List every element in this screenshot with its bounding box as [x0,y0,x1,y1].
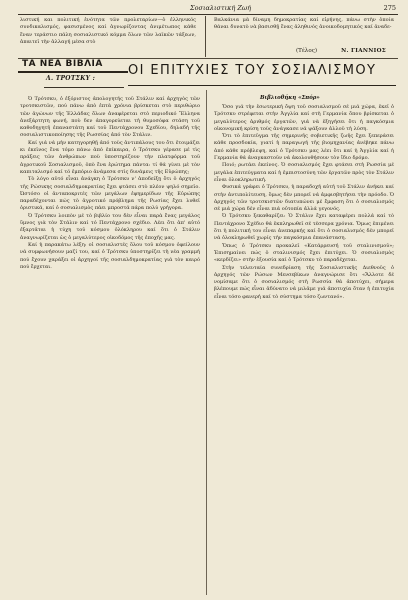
article-title-rule [128,85,396,86]
signoff-author: Ν. ΓΙΑΝΝΙΟΣ [341,48,386,54]
author-rule [44,87,124,88]
right-paragraph: Φυσικά γράφει ὁ Τρότσκυ, ἡ παραδοχή αὐτή τοῦ Στάλιν ἀνήκει καί στὴν ἀντιπολίτευση, ὅμως δὲν μπορεῖ νά ἀμφισβητήσει τὴν πρόοδο. Ὁ ἀρχηγός τῶν τροτσκιστῶν διατυπώνει μέ ἔμφαση ὅτι ὁ σοσιαλισμός σέ μιά χώρα δέν εἶναι πιά οὐτοπία ἀλλά γεγονός. [214,184,394,213]
top-column-divider [205,16,206,57]
left-paragraph: Καί γιά νά μὴν κατηγορηθῇ ἀπό τοὺς ἀντιπάλους του ὅτι ἑτοιμάζει κι ἐκεῖνος ἕνα τόμο πάνω ἀπό ἐπίκαιρα, ὁ Τρότσκυ γέρασε μέ τὶς πράξεις τῶν ἀνθρώπων ποὺ ὑποστηρίζουν τὴν πλατφόρμα τοῦ ἀγροτικοῦ Σοσιαλισμοῦ, ὁπὸ ἔνα ἐρώτημα πάντα: τί θά γίνει μὲ τὸν καπιταλισμό καί τό ἐμπόριο ἀνάμεσα στὶς δυνάμεις τῆς Εὐρώπης; [20,139,200,175]
section-heading-rule [18,71,128,73]
header-title: Σοσιαλιστική Ζωή [190,4,252,12]
signoff-end: (Τέλος) [296,48,318,54]
article-column-divider [206,90,207,595]
top-left-paragraph: λιστική και πολιτική ἑνότητα τῶν προλεταρίων—ὁ ἑλληνικός συνδικαλισμός, φασισμένος καί ἀγνωρίζοντας ἀνιμέτωπος κάθε ἕναν τεράστιο πάλη σοσιαλιστικό κόμμα ὅλων τῶν λαϊκῶν τάξεων, ἀπαιτεῖ τὴν ἀλλαγή μέσα στὸ [20,17,196,45]
left-paragraph: Ὁ Τρότσκυ λοιπὸν μέ τὸ βιβλίο του δὲν εἶναι παρὰ ἕνας μεγάλος ὕμνος γιὰ τὸν Στάλιν καί τό Πεντάχρονο σχέδιο. Λέει ὅτι ἀπ' αὐτό ἐξαρτᾶται ἡ τύχη τοῦ κόσμου ὁλόκληρου καί ὅτι ὁ Στάλιν ἀναγνωρίζεται ὡς ὁ μεγαλύτερος οἰκοδόμος τῆς ἐποχῆς μας. [20,212,200,241]
left-paragraph: Τὸ λόγο αὐτό εἶναι ἀνάγκη ὁ Τρότσκυ ν' ἀποδείξῃ ὅτι ὁ ἀρχηγός τῆς Ρώσικης σοσιαλδημοκρατίας ἔχει φτάσει στὸ πλέον ψηλό σημεῖο. Ὡστόσο οἱ ἀνταποκριτές τῶν μεγάλων ἐφημερίδων τῆς Εὐρώπης παραδέχονται πώς τὸ ἀγροτικό πρόβλημα τῆς Ρωσίας ἔχει λυθεῖ ὁριστικά, καί ὁ σοσιαλισμὸς πάει μπροστά πάρα πολύ γρήγορα. [20,176,200,212]
top-right-paragraph: Βαλκάνια μὰ δίναμη δημοκρατίας καί εἰρήνης, πάνω στὴν ὁποία θάναι δυνατὸ νὰ βασισθῇ ἕνας ἀληθινός ἀνοικοδομητικός καί ἀναδε- [214,17,394,31]
article-author: Λ. ΤΡΟΤΣΚΥ : [46,75,96,82]
top-left-text [20,17,196,46]
right-paragraph: Ὅπως ὁ Τρότσκυ προκαλεῖ «Κατάρρευσή τοῦ σταλινισμοῦ»; Ἐπισημαίνει πώς ὁ σταλινισμός ἔχει ἐπιτύχει. Ὁ σοσιαλισμὸς «κερδίζει» στὴν ἐξουσία καί ὁ Τρότσκυ τὸ παραδέχεται. [214,242,394,264]
right-paragraph: Ὅσο γιά τὴν ἐσωτερική ὄψη τοῦ σοσιαλισμοῦ σέ μιά χώρα, ἐκεῖ ὁ Τρότσκυ στρέφεται στὴν Ἀγγλία καί στὴ Γερμανία ὅπου βρίσκεται ὁ μεγαλύτερος ἀριθμός ἐργατῶν, γιά νὰ ἐξηγήσει ὅτι ἡ παγκόσμια οἰκονομική κρίση τοὺς ἀνάγκασε νά ψάξουν ἀλλοῦ τὴ λύση. [214,104,394,132]
right-paragraph: Ποιό; ρωτάει ἐκείνος. Ὁ σοσιαλισμός ἔχει φτάσει στὴ Ρωσσία μέ μεγάλα ἐπιτεύγματα καί ἡ ἐμπιστοσύνη τῶν ἐργατῶν πρὸς τὸν Στάλιν εἶναι ὁλοκληρωτική. [214,162,394,183]
article-left-column [20,96,200,271]
right-paragraph: Ὁ Τρότσκυ ξεκαθαρίζει: Ὁ Στάλιν ἔχει καταφέρει πολλά καί τὸ Πεντάχρονο Σχέδιο θά ἐκπληρωθεῖ σέ τέσσερα χρόνια. Ὅμως ἐπιμένει ὅτι ἡ πολιτική του εἶναι ἀνεπαρκής καί ὅτι ὁ σοσιαλισμός δέν μπορεῖ νά ὁλοκληρωθεῖ χωρίς τὴν παγκόσμια ἐπανάσταση. [214,213,394,242]
section-heading: ΤΑ ΝΕΑ ΒΙΒΛΙΑ [22,59,103,69]
top-right-text [214,17,394,32]
article-right-column [214,104,394,301]
header-rule [18,14,398,15]
left-paragraph: Ὁ Τρότσκυ, ὁ ἐξόριστος ἀπολογητής τοῦ Στάλιν καί ἀρχηγὸς τῶν τροτσκιστῶν, πού πάνω ἀπὸ ἑπτὰ χρόνια βρίσκεται στὸ περιθώριο τῶν ἀγώνων τῆς Ἑλλάδας ὅλων ἀναφέρεται στὸ περιοδικό Ἕλληνα ἀνεξάρτητη φωνή, ποὺ δεν ἀπαγορεύεται τὴ θυμοσόφα στάση τοῦ καθοδηγητῆ ἐπαναστάτη καί τοῦ Πεντάχρονου Σχεδίου, δηλαδή τῆς σοσιαλιστικοποίησης τῆς Ρωσσίας ἀπό τὸν Στάλιν. [20,96,200,139]
article-title: ΟΙ ΕΠΙΤΥΧΙΕΣ ΤΟΥ ΣΟΣΙΑΛΙΣΜΟΥ [128,63,377,78]
left-paragraph: Καί ἡ παρακάτω λέξη: οἱ σοσιαλιστές ὅλου τοῦ κόσμου ὀφείλουν νά συμφωνήσουν μαζί του, καί ὁ Τρότσκυ ὑποστηρίζει τὴ νέα γραμμή πού ἔχουν χαράξει οἱ ἀρχηγοί τῆς σοσιαλδημοκρατίας γιά τὸν καιρό πού ἔρχεται. [20,241,200,270]
library-credit: Βιβλιοθήκη «Σπόρ» [260,95,320,101]
right-paragraph: Στὴν τελευταία συνεδρίαση τῆς Σοσιαλιστικῆς Διεθνοῦς ὁ ἀρχηγός τῶν Ρώσων Μενσεβίκων ἀναγνώρισε ὅτι «Ἄλλοτε δέ νομίσαμε ὅτι ὁ σοσιαλισμός στὴ Ρωσσία θά ἀποτύχει, σήμερα βλέπουμε πώς εἶναι ἀδύνατο νά μιλᾶμε γιά ἀποτυχία ὅταν ἡ ἐπιτυχία εἶναι τόσο φανερή καί τὸ σύστημα τόσο ζωντανό». [214,264,394,300]
right-paragraph: Ὅτι τὸ ἐπιτεῦγμα τῆς σημερινῆς σοβιετικῆς ζωῆς ἔχει ξεπεράσει κάθε προσδοκία, γιατί ἡ παραγωγή τῆς βιομηχανίας ἀνέβηκε πάνω ἀπό κάθε πρόβλεψη, καί ὁ Τρότσκυ μας λέει ὅτι καί ἡ Ἀγγλία καί ἡ Γερμανία θά ἀναγκαστοῦν νά ἀκολουθήσουν τὸν ἴδιο δρόμο. [214,133,394,162]
page-number: 275 [383,4,396,12]
